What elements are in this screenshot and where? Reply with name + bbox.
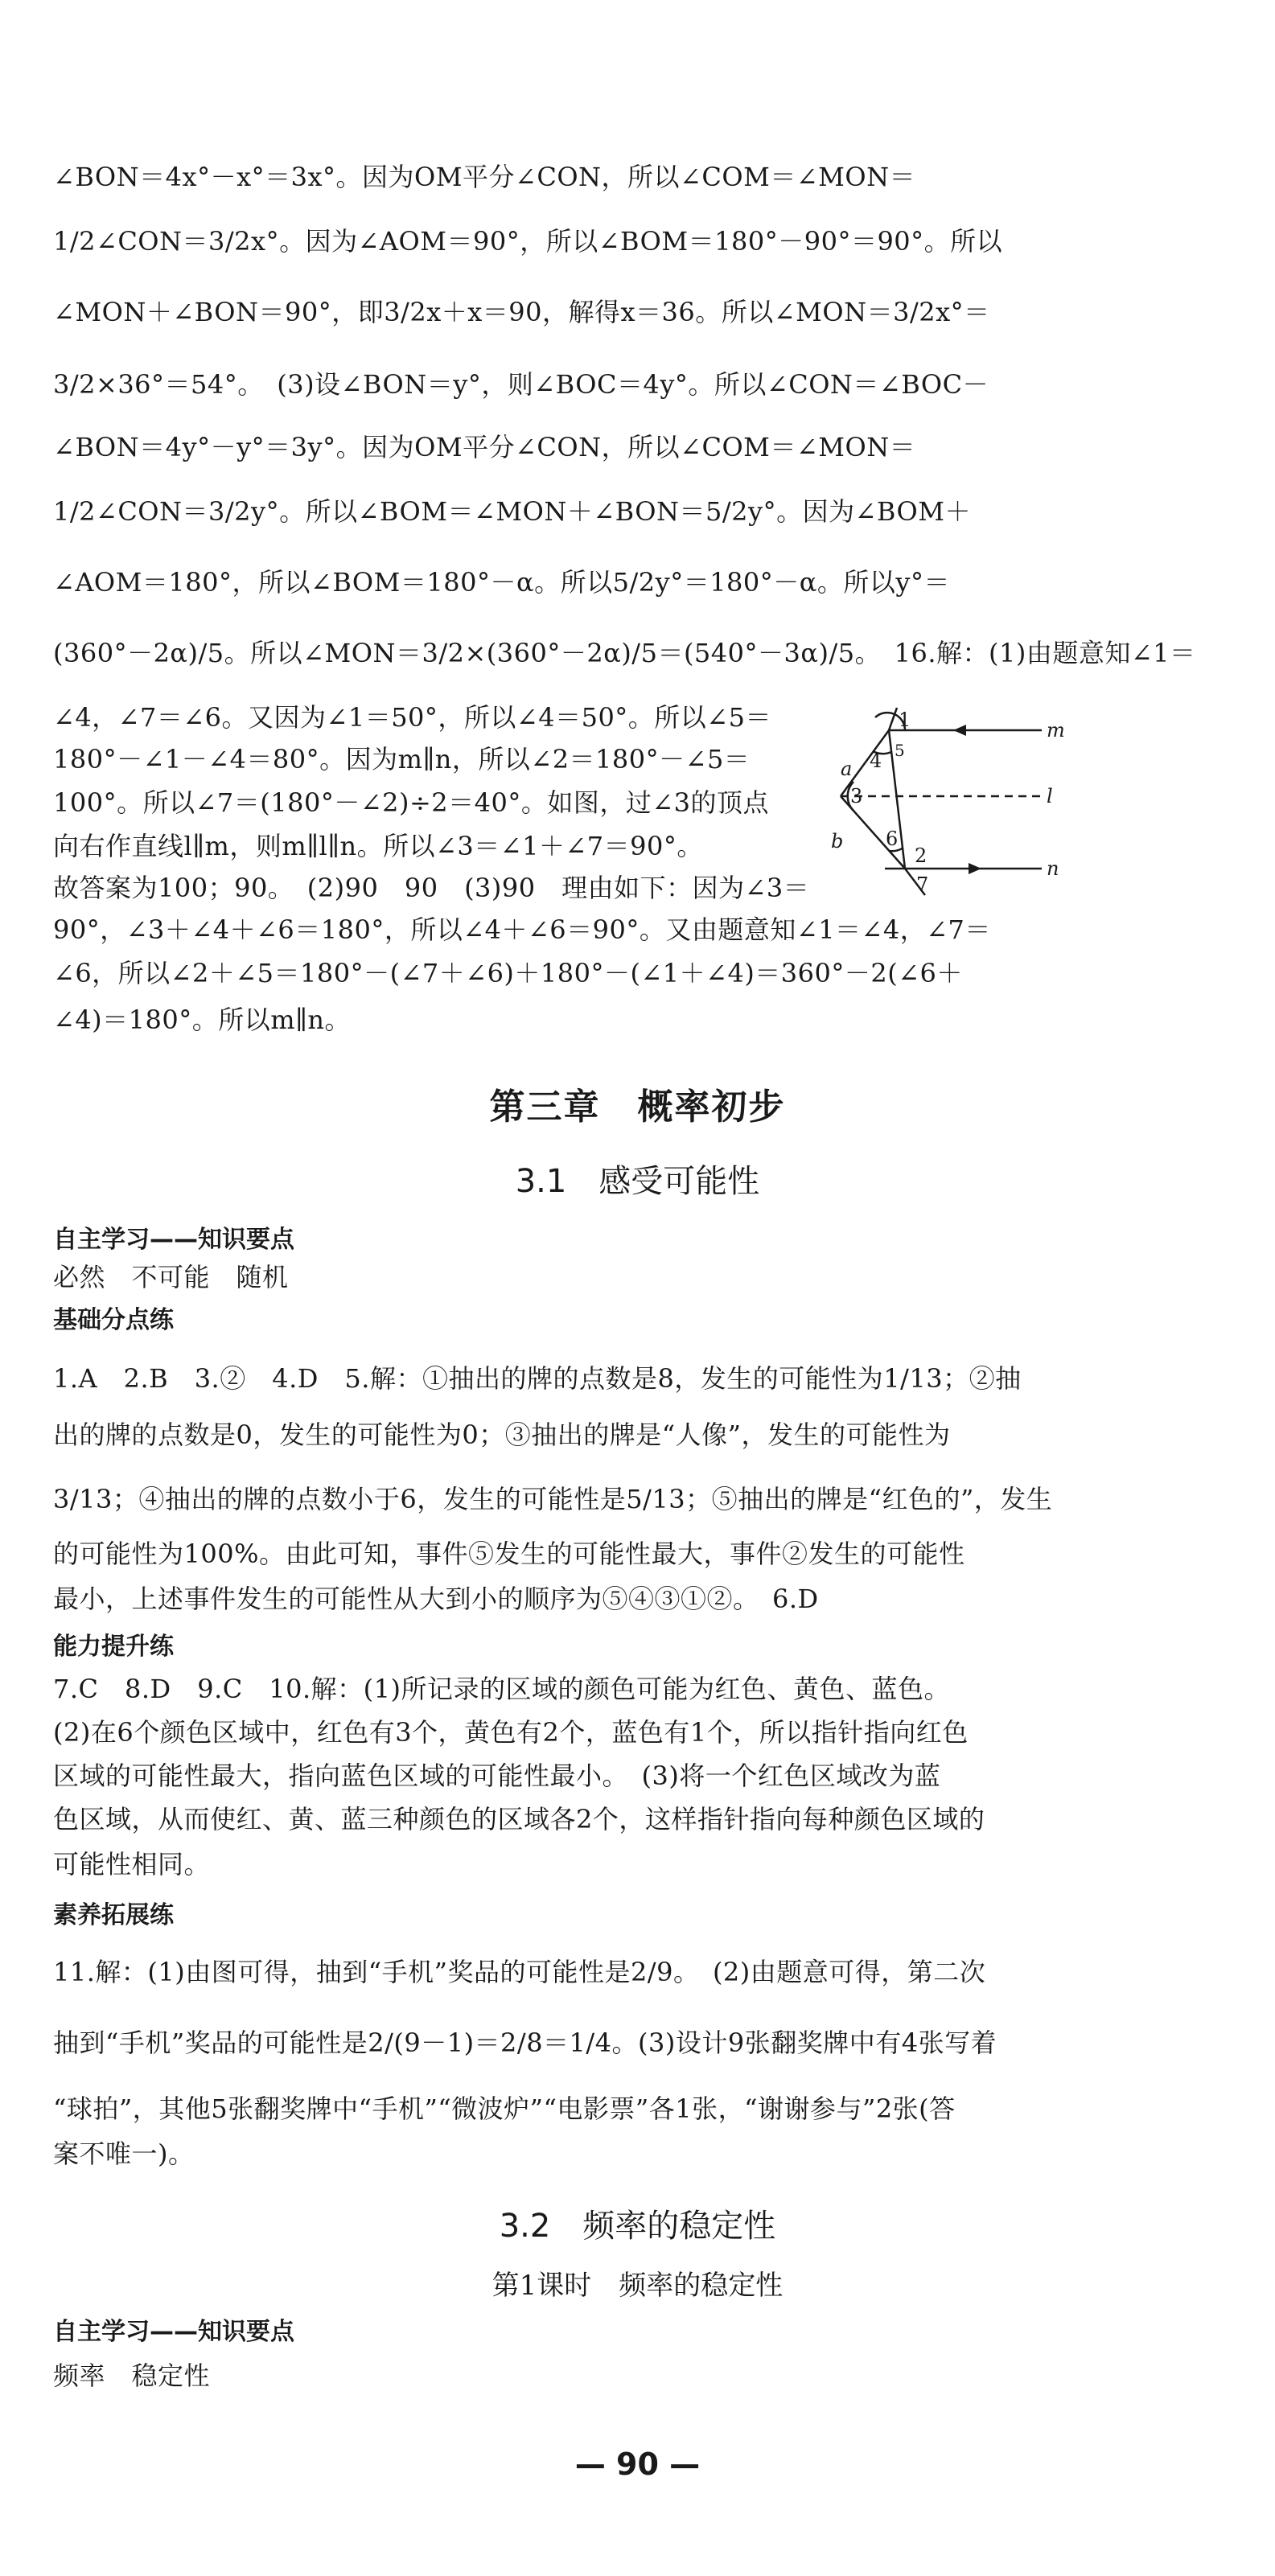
section-title-3-1: 3.1 感受可能性 <box>515 1163 760 1200</box>
text-line: 必然 不可能 随机 <box>53 1262 289 1292</box>
text-line: 7.C 8.D 9.C 10.解：(1)所记录的区域的颜色可能为红色、黄色、蓝色。 <box>53 1674 950 1704</box>
label-a: a <box>841 758 853 780</box>
label-n: n <box>1047 857 1059 880</box>
label-5: 5 <box>895 741 905 760</box>
text-line: ∠MON＋∠BON＝90°，即3/2x＋x＝90，解得x＝36。所以∠MON＝3/2x°＝ <box>53 297 990 327</box>
arrow-m <box>953 725 966 736</box>
segment-upper <box>889 708 897 730</box>
label-2: 2 <box>915 844 927 867</box>
text-line: 1/2∠CON＝3/2x°。因为∠AOM＝90°，所以∠BOM＝180°－90°＝90°。所以 <box>53 226 1003 257</box>
subheading: 能力提升练 <box>53 1633 174 1661</box>
text-line: 180°－∠1－∠4＝80°。因为m∥n，所以∠2＝180°－∠5＝ <box>53 744 751 774</box>
section-title-3-2: 3.2 频率的稳定性 <box>499 2208 776 2245</box>
text-line: 1.A 2.B 3.② 4.D 5.解：①抽出的牌的点数是8，发生的可能性为1/13；②抽 <box>53 1363 1022 1394</box>
label-7: 7 <box>916 873 929 896</box>
page-number: — 90 — <box>574 2447 701 2482</box>
text-line: 故答案为100；90。 (2)90 90 (3)90 理由如下：因为∠3＝ <box>53 873 810 903</box>
text-line: ∠6，所以∠2＋∠5＝180°－(∠7＋∠6)＋180°－(∠1＋∠4)＝360°－2(∠6＋ <box>53 958 963 988</box>
text-line: (2)在6个颜色区域中，红色有3个，黄色有2个，蓝色有1个，所以指针指向红色 <box>53 1717 969 1748</box>
text-line: ∠BON＝4y°－y°＝3y°。因为OM平分∠CON，所以∠COM＝∠MON＝ <box>53 432 916 462</box>
lesson-title: 第1课时 频率的稳定性 <box>491 2270 784 2302</box>
arrow-n <box>969 863 981 874</box>
text-line: 区域的可能性最大，指向蓝色区域的可能性最小。 (3)将一个红色区域改为蓝 <box>53 1760 941 1791</box>
text-line: 向右作直线l∥m，则m∥l∥n。所以∠3＝∠1＋∠7＝90°。 <box>53 831 703 861</box>
text-line: “球拍”，其他5张翻奖牌中“手机”“微波炉”“电影票”各1张，“谢谢参与”2张(答 <box>53 2093 956 2124</box>
text-line: 频率 稳定性 <box>53 2360 211 2391</box>
text-line: 案不唯一)。 <box>53 2138 195 2169</box>
text-line: 3/2×36°＝54°。 (3)设∠BON＝y°，则∠BOC＝4y°。所以∠CON＝∠BOC－ <box>53 369 989 400</box>
label-b: b <box>831 830 844 853</box>
text-line: ∠AOM＝180°，所以∠BOM＝180°－α。所以5/2y°＝180°－α。所以y°＝ <box>53 567 950 598</box>
text-line: 色区域，从而使红、黄、蓝三种颜色的区域各2个，这样指针指向每种颜色区域的 <box>53 1804 985 1834</box>
label-3: 3 <box>850 785 863 807</box>
label-l: l <box>1047 785 1053 807</box>
text-line: 11.解：(1)由图可得，抽到“手机”奖品的可能性是2/9。 (2)由题意可得，第二次 <box>53 1957 986 1987</box>
label-6: 6 <box>886 828 899 850</box>
text-line: 90°，∠3＋∠4＋∠6＝180°，所以∠4＋∠6＝90°。又由题意知∠1＝∠4，∠7＝ <box>53 914 991 945</box>
subheading: 素养拓展练 <box>53 1901 174 1929</box>
text-line: 抽到“手机”奖品的可能性是2/(9－1)＝2/8＝1/4。(3)设计9张翻奖牌中有4张写着 <box>53 2028 997 2058</box>
text-line: (360°－2α)/5。所以∠MON＝3/2×(360°－2α)/5＝(540°－3α)/5。 16.解：(1)由题意知∠1＝ <box>53 638 1196 668</box>
text-line: 3/13；④抽出的牌的点数小于6，发生的可能性是5/13；⑤抽出的牌是“红色的”，发生 <box>53 1484 1053 1514</box>
text-line: 可能性相同。 <box>53 1849 211 1880</box>
angle-figure <box>825 698 1066 907</box>
label-1: 1 <box>899 709 911 731</box>
text-line: 出的牌的点数是0，发生的可能性为0；③抽出的牌是“人像”，发生的可能性为 <box>53 1419 951 1450</box>
label-m: m <box>1047 719 1065 742</box>
text-line: 最小，上述事件发生的可能性从大到小的顺序为⑤④③①②。 6.D <box>53 1584 819 1614</box>
chapter-title: 第三章 概率初步 <box>489 1087 786 1128</box>
text-line: 的可能性为100%。由此可知，事件⑤发生的可能性最大，事件②发生的可能性 <box>53 1539 965 1569</box>
text-line: 1/2∠CON＝3/2y°。所以∠BOM＝∠MON＋∠BON＝5/2y°。因为∠BOM＋ <box>53 496 972 527</box>
subheading: 自主学习——知识要点 <box>53 2318 294 2346</box>
text-line: 100°。所以∠7＝(180°－∠2)÷2＝40°。如图，过∠3的顶点 <box>53 787 770 818</box>
subheading: 自主学习——知识要点 <box>53 1226 294 1254</box>
text-line: ∠4)＝180°。所以m∥n。 <box>53 1005 351 1035</box>
text-line: ∠BON＝4x°－x°＝3x°。因为OM平分∠CON，所以∠COM＝∠MON＝ <box>53 162 916 192</box>
subheading: 基础分点练 <box>53 1306 174 1334</box>
text-line: ∠4，∠7＝∠6。又因为∠1＝50°，所以∠4＝50°。所以∠5＝ <box>53 702 771 733</box>
label-4: 4 <box>870 750 882 772</box>
